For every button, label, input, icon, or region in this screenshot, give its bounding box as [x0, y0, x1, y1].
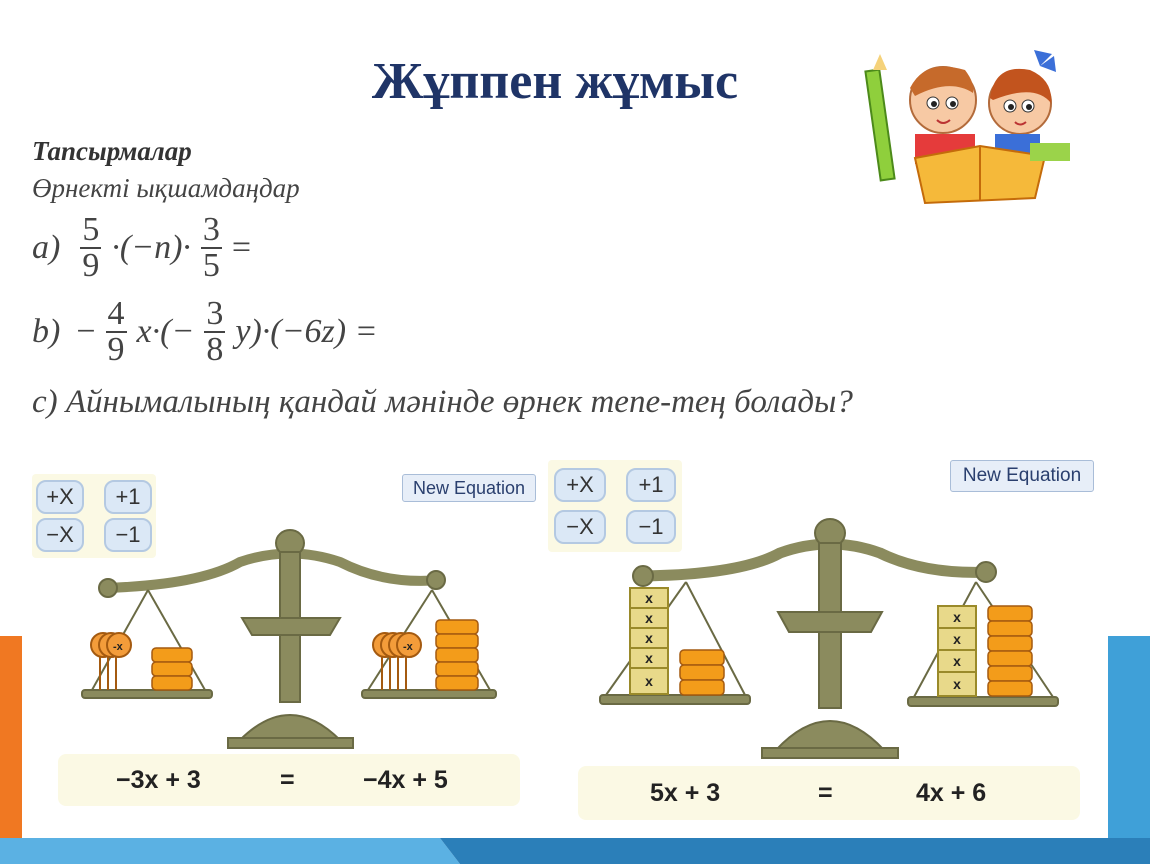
minus-x-button[interactable]: −X — [554, 510, 606, 544]
equation-left-side: −3x + 3 — [116, 766, 201, 794]
task-b-label: b) — [32, 313, 61, 350]
denominator: 5 — [202, 247, 220, 284]
numerator: 3 — [206, 295, 224, 332]
svg-text:x: x — [953, 653, 961, 669]
unit-blocks-left — [680, 650, 724, 695]
task-a-middle: ·(−n)· — [111, 229, 191, 266]
new-equation-button[interactable]: New Equation — [402, 474, 536, 502]
minus-one-button[interactable]: −1 — [626, 510, 676, 544]
equation-right-side: 4x + 6 — [916, 779, 987, 807]
equation-equals: = — [818, 779, 833, 807]
denominator: 8 — [206, 331, 224, 368]
equation-left-side: 5x + 3 — [650, 779, 721, 807]
unit-blocks-right — [988, 606, 1032, 696]
svg-text:x: x — [953, 676, 961, 692]
new-equation-button[interactable]: New Equation — [950, 460, 1094, 492]
task-a-label: a) — [32, 229, 61, 266]
svg-text:x: x — [953, 609, 961, 625]
minus-x-button[interactable]: −X — [36, 518, 84, 552]
slide-title: Жұппен жұмыс — [371, 53, 739, 110]
tasks-subheading: Өрнекті ықшамдаңдар — [32, 173, 300, 203]
plus-x-button[interactable]: +X — [36, 480, 84, 514]
svg-text:x: x — [645, 590, 653, 606]
equation-right-side: −4x + 5 — [363, 766, 448, 794]
x-tile-icon — [645, 590, 653, 689]
task-b-middle: x·(− — [136, 313, 195, 350]
svg-text:x: x — [645, 650, 653, 666]
plus-one-button[interactable]: +1 — [104, 480, 152, 514]
svg-text:x: x — [645, 630, 653, 646]
numerator: 3 — [202, 211, 220, 248]
svg-text:x: x — [645, 610, 653, 626]
equation-equals: = — [280, 766, 295, 794]
svg-text:x: x — [645, 673, 653, 689]
numerator: 4 — [107, 295, 125, 332]
plus-one-button[interactable]: +1 — [626, 468, 676, 502]
plus-x-button[interactable]: +X — [554, 468, 606, 502]
x-tile-icon: -x — [403, 641, 413, 653]
denominator: 9 — [107, 331, 125, 368]
numerator: 5 — [82, 211, 100, 248]
equals-sign: = — [231, 229, 252, 266]
minus-one-button[interactable]: −1 — [104, 518, 152, 552]
task-b-end: y)·(−6z) = — [235, 313, 378, 350]
denominator: 9 — [82, 247, 100, 284]
tasks-heading: Тапсырмалар — [32, 136, 192, 166]
minus-sign: − — [76, 313, 96, 350]
x-tile-icon: -x — [113, 641, 123, 653]
right-equation-bar — [578, 766, 1080, 820]
svg-text:x: x — [953, 631, 961, 647]
task-c: c) Айнымалының қандай мәнінде өрнек тепе-тең болады? — [32, 384, 853, 420]
